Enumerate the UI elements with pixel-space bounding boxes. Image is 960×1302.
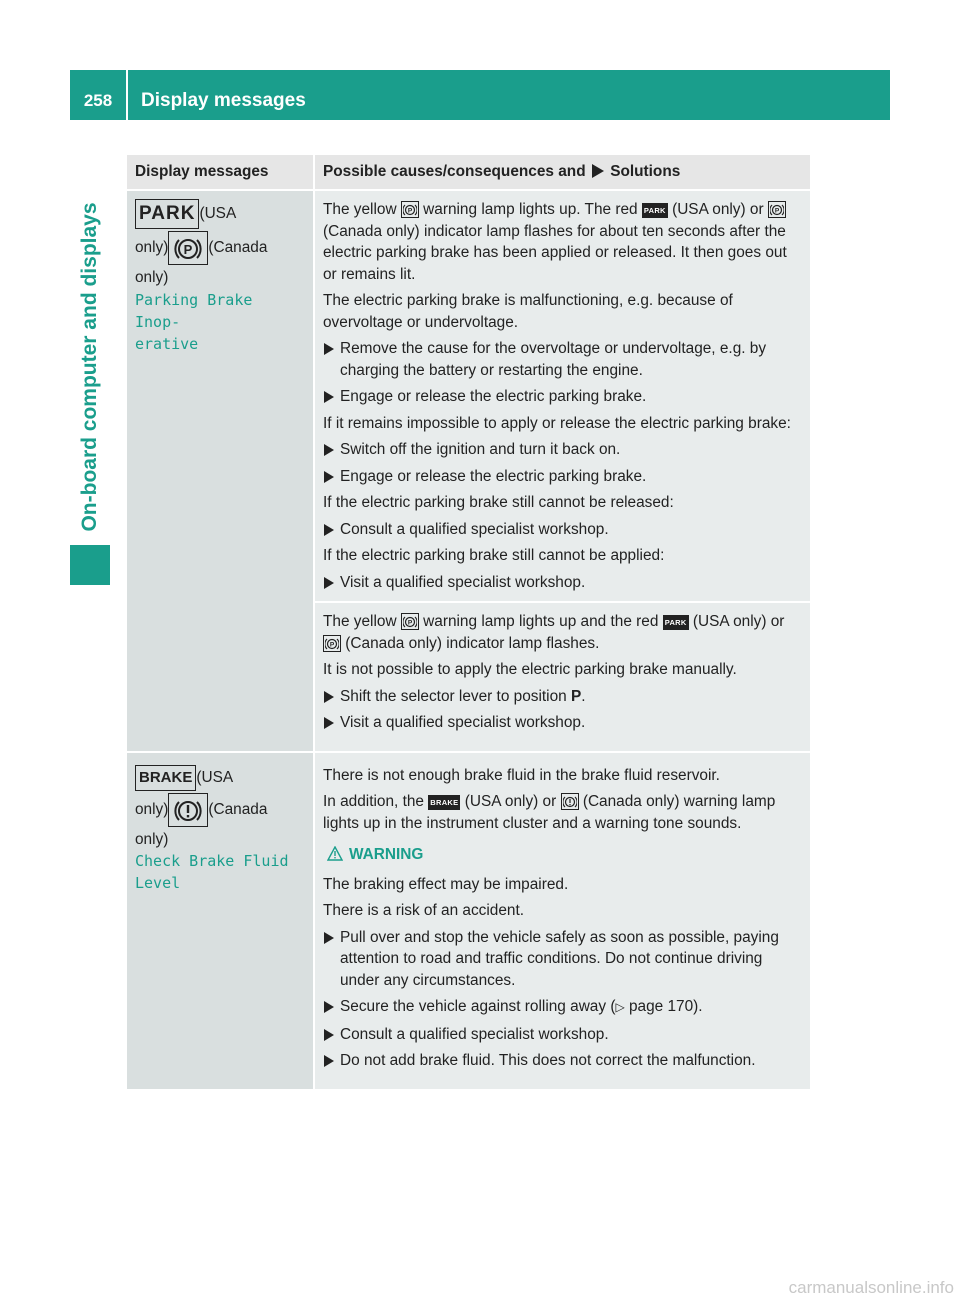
warning-paragraph: There is a risk of an accident. bbox=[323, 902, 525, 919]
warning-label: WARNING bbox=[349, 846, 424, 863]
svg-text:P: P bbox=[407, 207, 413, 215]
brake-exclamation-icon bbox=[561, 793, 579, 810]
svg-text:P: P bbox=[329, 641, 335, 648]
solutions-cell bbox=[314, 190, 810, 752]
page-reference-link[interactable]: page 170). bbox=[624, 998, 703, 1015]
text-fragment: (Canada only) indicator lamp flashes for about ten seconds after the electric parking brake has been applied or released. It then goes out or remains lit. bbox=[323, 222, 787, 283]
display-message-line: Level bbox=[135, 874, 181, 892]
step-text: Consult a qualified specialist workshop. bbox=[340, 520, 609, 538]
brake-exclamation-icon bbox=[168, 793, 208, 827]
parking-brake-p-icon bbox=[401, 613, 419, 630]
solution-step bbox=[323, 386, 802, 408]
side-section-marker bbox=[70, 545, 110, 585]
step-text: Visit a qualified specialist workshop. bbox=[340, 714, 586, 731]
parking-brake-p-icon bbox=[768, 201, 786, 218]
table-row bbox=[127, 752, 810, 1089]
solution-step bbox=[323, 466, 802, 488]
step-text: Pull over and stop the vehicle safely as soon as possible, paying attention to road and traffic conditions. Do not continue driving under any circumstances. bbox=[340, 928, 779, 989]
canada-label: (Canada bbox=[208, 800, 268, 818]
table-row bbox=[127, 190, 810, 752]
svg-text:P: P bbox=[407, 619, 413, 627]
cause-paragraph: The electric parking brake is malfunctioning, e.g. because of overvoltage or undervoltage. bbox=[323, 292, 733, 331]
park-warning-icon: PARK bbox=[642, 203, 668, 218]
step-text: Remove the cause for the overvoltage or undervoltage, e.g. by charging the battery or restarting the engine. bbox=[340, 340, 767, 379]
display-message-text bbox=[135, 850, 305, 894]
table-header-row bbox=[127, 155, 810, 190]
cause-paragraph bbox=[323, 199, 802, 285]
selector-position: P bbox=[571, 687, 582, 705]
solution-step bbox=[323, 572, 802, 594]
side-section-label: On-board computer and displays bbox=[78, 202, 101, 532]
step-arrow-icon bbox=[324, 343, 334, 355]
step-text: . bbox=[581, 687, 586, 705]
text-fragment: (Canada only) warning lamp lights up in the instrument cluster and a warning tone sounds. bbox=[323, 793, 776, 832]
parking-brake-p-icon bbox=[401, 201, 419, 218]
solutions-arrow-icon bbox=[592, 164, 604, 178]
solutions-cell bbox=[314, 752, 810, 1089]
text-fragment: (USA only) or bbox=[672, 201, 764, 218]
step-text: Switch off the ignition and turn it back on. bbox=[340, 441, 621, 458]
step-text: Consult a qualified specialist workshop. bbox=[340, 1025, 609, 1043]
display-message-cell bbox=[127, 190, 314, 752]
cause-paragraph bbox=[323, 611, 802, 654]
cause-paragraph bbox=[323, 791, 802, 834]
only-label: only) bbox=[135, 800, 169, 818]
svg-text:P: P bbox=[774, 207, 780, 215]
step-arrow-icon bbox=[324, 717, 334, 729]
usa-label: (USA bbox=[196, 768, 234, 786]
cause-paragraph: If the electric parking brake still cannot be released: bbox=[323, 494, 674, 511]
step-arrow-icon bbox=[324, 471, 334, 483]
display-message-cell bbox=[127, 752, 314, 1089]
text-fragment: The yellow bbox=[323, 201, 397, 218]
solution-step bbox=[323, 1024, 802, 1046]
step-arrow-icon bbox=[324, 1029, 334, 1041]
display-message-line: Check Brake Fluid bbox=[135, 852, 289, 870]
step-arrow-icon bbox=[324, 577, 334, 589]
cause-paragraph: There is not enough brake fluid in the brake fluid reservoir. bbox=[323, 766, 720, 784]
warning-triangle-icon bbox=[327, 846, 343, 861]
text-fragment: (Canada only) indicator lamp flashes. bbox=[345, 634, 600, 652]
brake-warning-icon: BRAKE bbox=[428, 795, 460, 810]
warning-paragraph: The braking effect may be impaired. bbox=[323, 875, 569, 893]
step-text: Engage or release the electric parking brake. bbox=[340, 467, 647, 485]
only-label: only) bbox=[135, 239, 169, 257]
step-text: Engage or release the electric parking brake. bbox=[340, 388, 647, 405]
step-arrow-icon bbox=[324, 1055, 334, 1067]
parking-brake-p-icon bbox=[323, 635, 341, 652]
park-warning-icon: PARK bbox=[663, 615, 689, 630]
col-header-solutions-text: Solutions bbox=[610, 163, 681, 181]
solution-step bbox=[323, 439, 802, 461]
step-arrow-icon bbox=[324, 932, 334, 944]
step-text: Do not add brake fluid. This does not correct the malfunction. bbox=[340, 1052, 756, 1069]
display-message-line: erative bbox=[135, 334, 199, 353]
step-arrow-icon bbox=[324, 391, 334, 403]
solution-step bbox=[323, 996, 802, 1019]
page-title: Display messages bbox=[141, 90, 306, 111]
step-text: Secure the vehicle against rolling away ( bbox=[340, 998, 616, 1015]
page-reference-icon: ▷ bbox=[615, 1000, 625, 1014]
display-message-text bbox=[135, 289, 305, 355]
step-arrow-icon bbox=[324, 691, 334, 703]
page-header bbox=[70, 70, 890, 120]
parking-brake-p-icon bbox=[168, 231, 208, 265]
header-divider bbox=[126, 70, 128, 120]
canada-label: (Canada bbox=[208, 239, 268, 257]
warning-heading bbox=[323, 844, 802, 866]
step-text: Visit a qualified specialist workshop. bbox=[340, 573, 586, 591]
step-text: Shift the selector lever to position bbox=[340, 687, 567, 705]
text-fragment: warning lamp lights up and the red bbox=[423, 613, 659, 630]
solution-step bbox=[323, 686, 802, 708]
cause-paragraph: If it remains impossible to apply or release the electric parking brake: bbox=[323, 414, 791, 432]
text-fragment: (USA only) or bbox=[692, 613, 785, 630]
usa-label: (USA bbox=[199, 205, 237, 223]
col-header-display-messages: Display messages bbox=[127, 155, 314, 190]
step-arrow-icon bbox=[324, 1001, 334, 1013]
display-message-line: Parking Brake Inop‐ bbox=[135, 290, 253, 331]
step-arrow-icon bbox=[324, 444, 334, 456]
col-header-causes-text: Possible causes/consequences and bbox=[323, 163, 586, 181]
col-header-causes bbox=[314, 155, 810, 190]
cause-paragraph: If the electric parking brake still cannot be applied: bbox=[323, 547, 665, 564]
side-section-tab bbox=[70, 150, 110, 584]
solution-step bbox=[323, 338, 802, 381]
step-arrow-icon bbox=[324, 524, 334, 536]
text-fragment: The yellow bbox=[323, 613, 397, 630]
text-fragment: warning lamp lights up. The red bbox=[423, 201, 638, 218]
park-warning-icon: PARK bbox=[135, 199, 199, 229]
text-fragment: (USA only) or bbox=[464, 793, 557, 810]
svg-text:P: P bbox=[184, 242, 193, 257]
only-label-2: only) bbox=[135, 830, 169, 848]
solution-step bbox=[323, 712, 802, 734]
only-label-2: only) bbox=[135, 269, 169, 286]
solution-step bbox=[323, 519, 802, 541]
cause-paragraph: It is not possible to apply the electric parking brake manually. bbox=[323, 661, 737, 678]
sub-cause-section bbox=[315, 601, 810, 734]
solution-step bbox=[323, 927, 802, 992]
solution-step bbox=[323, 1050, 802, 1072]
text-fragment: In addition, the bbox=[323, 793, 424, 810]
display-messages-table bbox=[127, 155, 810, 1089]
brake-warning-icon: BRAKE bbox=[135, 765, 196, 791]
footer-watermark: carmanualsonline.info bbox=[788, 1278, 954, 1297]
page-number: 258 bbox=[83, 91, 113, 110]
